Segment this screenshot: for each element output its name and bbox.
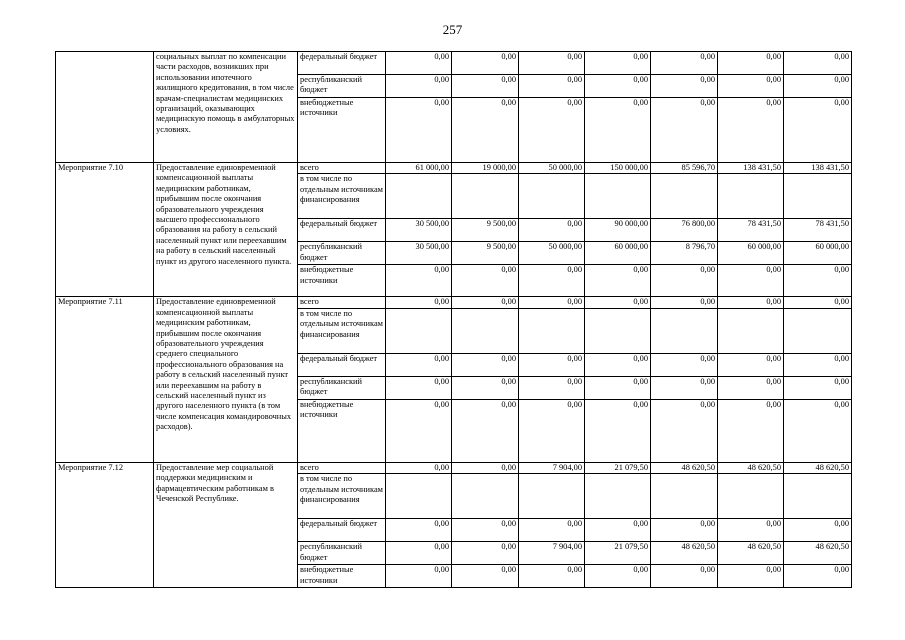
table-row bbox=[56, 163, 852, 174]
amount-cell: 0,00 bbox=[585, 75, 651, 98]
amount-cell: 0,00 bbox=[718, 75, 784, 98]
amount-cell bbox=[452, 174, 519, 219]
amount-cell bbox=[784, 308, 852, 353]
amount-cell: 0,00 bbox=[585, 399, 651, 462]
amount-cell: 0,00 bbox=[519, 219, 585, 242]
funding-source-cell: республиканский бюджет bbox=[298, 542, 386, 565]
amount-cell: 0,00 bbox=[519, 399, 585, 462]
amount-cell: 0,00 bbox=[452, 399, 519, 462]
amount-cell: 0,00 bbox=[718, 519, 784, 542]
funding-source-cell: республиканский бюджет bbox=[298, 376, 386, 399]
amount-cell: 0,00 bbox=[386, 353, 452, 376]
amount-cell bbox=[585, 174, 651, 219]
amount-cell: 60 000,00 bbox=[585, 242, 651, 265]
amount-cell: 0,00 bbox=[452, 297, 519, 308]
amount-cell: 8 796,70 bbox=[651, 242, 718, 265]
amount-cell: 60 000,00 bbox=[718, 242, 784, 265]
amount-cell: 0,00 bbox=[386, 297, 452, 308]
amount-cell: 0,00 bbox=[519, 75, 585, 98]
funding-source-cell: внебюджетные источники bbox=[298, 98, 386, 163]
amount-cell: 48 620,50 bbox=[718, 542, 784, 565]
amount-cell: 48 620,50 bbox=[718, 462, 784, 473]
amount-cell bbox=[718, 174, 784, 219]
amount-cell bbox=[718, 308, 784, 353]
amount-cell: 9 500,00 bbox=[452, 219, 519, 242]
amount-cell: 0,00 bbox=[452, 265, 519, 297]
event-description-cell: Предоставление единовременной компенсационной выплаты медицинским работникам, прибывшим после окончания образовательного учреждения среднего специального профессионального образования на работу в сельский населенный пункт или переехавшим на работу в сельский населенный пункт из другого населенного пункта (в том числе компенсация командировочных расходов). bbox=[154, 297, 298, 462]
table-row bbox=[56, 297, 852, 308]
amount-cell: 0,00 bbox=[585, 353, 651, 376]
amount-cell bbox=[519, 308, 585, 353]
amount-cell bbox=[784, 174, 852, 219]
amount-cell: 0,00 bbox=[585, 297, 651, 308]
amount-cell: 0,00 bbox=[651, 376, 718, 399]
amount-cell: 0,00 bbox=[519, 519, 585, 542]
amount-cell: 0,00 bbox=[386, 542, 452, 565]
amount-cell: 0,00 bbox=[718, 376, 784, 399]
amount-cell: 78 431,50 bbox=[784, 219, 852, 242]
amount-cell: 0,00 bbox=[386, 265, 452, 297]
amount-cell: 19 000,00 bbox=[452, 163, 519, 174]
funding-source-cell: федеральный бюджет bbox=[298, 353, 386, 376]
amount-cell: 0,00 bbox=[519, 265, 585, 297]
amount-cell: 85 596,70 bbox=[651, 163, 718, 174]
funding-source-cell: в том числе по отдельным источникам финансирования bbox=[298, 474, 386, 519]
amount-cell: 138 431,50 bbox=[718, 163, 784, 174]
event-name-cell: Мероприятие 7.11 bbox=[56, 297, 154, 462]
amount-cell bbox=[784, 474, 852, 519]
amount-cell: 0,00 bbox=[452, 52, 519, 75]
amount-cell: 0,00 bbox=[386, 519, 452, 542]
amount-cell: 0,00 bbox=[452, 353, 519, 376]
amount-cell bbox=[651, 308, 718, 353]
amount-cell: 0,00 bbox=[784, 565, 852, 588]
amount-cell bbox=[651, 474, 718, 519]
amount-cell: 7 904,00 bbox=[519, 542, 585, 565]
amount-cell: 0,00 bbox=[585, 98, 651, 163]
amount-cell: 50 000,00 bbox=[519, 163, 585, 174]
amount-cell: 0,00 bbox=[452, 565, 519, 588]
amount-cell: 0,00 bbox=[452, 462, 519, 473]
amount-cell: 0,00 bbox=[651, 297, 718, 308]
amount-cell: 0,00 bbox=[585, 52, 651, 75]
amount-cell: 0,00 bbox=[386, 98, 452, 163]
table-row bbox=[56, 52, 852, 75]
amount-cell bbox=[386, 174, 452, 219]
amount-cell bbox=[452, 474, 519, 519]
amount-cell: 21 079,50 bbox=[585, 542, 651, 565]
amount-cell: 0,00 bbox=[452, 542, 519, 565]
amount-cell: 0,00 bbox=[452, 98, 519, 163]
amount-cell: 0,00 bbox=[784, 399, 852, 462]
page-number: 257 bbox=[442, 22, 463, 37]
amount-cell: 0,00 bbox=[651, 519, 718, 542]
amount-cell: 0,00 bbox=[386, 52, 452, 75]
amount-cell: 0,00 bbox=[651, 52, 718, 75]
amount-cell: 0,00 bbox=[651, 265, 718, 297]
amount-cell: 0,00 bbox=[651, 98, 718, 163]
funding-source-cell: федеральный бюджет bbox=[298, 52, 386, 75]
table-body bbox=[56, 52, 852, 588]
amount-cell: 0,00 bbox=[519, 353, 585, 376]
amount-cell: 7 904,00 bbox=[519, 462, 585, 473]
amount-cell: 61 000,00 bbox=[386, 163, 452, 174]
amount-cell bbox=[386, 308, 452, 353]
amount-cell: 0,00 bbox=[651, 399, 718, 462]
event-description-cell: Предоставление мер социальной поддержки медицинским и фармацевтическим работникам в Чеченской Республике. bbox=[154, 462, 298, 587]
amount-cell: 0,00 bbox=[718, 52, 784, 75]
event-description-cell: Предоставление единовременной компенсационной выплаты медицинским работникам, прибывшим после окончания образовательного учреждения высшего профессионального образования на работу в сельский населенный пункт или переехавшим на работу в сельский населенный пункт из другого населенного пункта. bbox=[154, 163, 298, 297]
amount-cell: 0,00 bbox=[519, 52, 585, 75]
amount-cell: 0,00 bbox=[585, 519, 651, 542]
funding-source-cell: внебюджетные источники bbox=[298, 565, 386, 588]
funding-source-cell: республиканский бюджет bbox=[298, 75, 386, 98]
funding-source-cell: внебюджетные источники bbox=[298, 265, 386, 297]
amount-cell: 0,00 bbox=[386, 376, 452, 399]
amount-cell: 0,00 bbox=[718, 399, 784, 462]
budget-table bbox=[55, 51, 852, 588]
amount-cell: 0,00 bbox=[784, 265, 852, 297]
amount-cell: 90 000,00 bbox=[585, 219, 651, 242]
amount-cell: 0,00 bbox=[718, 297, 784, 308]
table-row bbox=[56, 462, 852, 473]
amount-cell bbox=[651, 174, 718, 219]
amount-cell: 138 431,50 bbox=[784, 163, 852, 174]
amount-cell: 0,00 bbox=[386, 462, 452, 473]
funding-source-cell: всего bbox=[298, 297, 386, 308]
amount-cell: 150 000,00 bbox=[585, 163, 651, 174]
amount-cell: 0,00 bbox=[784, 297, 852, 308]
funding-source-cell: всего bbox=[298, 163, 386, 174]
funding-source-cell: федеральный бюджет bbox=[298, 519, 386, 542]
amount-cell: 0,00 bbox=[519, 565, 585, 588]
amount-cell: 0,00 bbox=[784, 376, 852, 399]
amount-cell: 0,00 bbox=[651, 353, 718, 376]
amount-cell: 0,00 bbox=[784, 52, 852, 75]
amount-cell bbox=[585, 474, 651, 519]
amount-cell: 0,00 bbox=[651, 75, 718, 98]
amount-cell: 50 000,00 bbox=[519, 242, 585, 265]
amount-cell: 48 620,50 bbox=[651, 542, 718, 565]
funding-source-cell: федеральный бюджет bbox=[298, 219, 386, 242]
amount-cell: 0,00 bbox=[784, 75, 852, 98]
funding-source-cell: внебюджетные источники bbox=[298, 399, 386, 462]
event-description-cell: социальных выплат по компенсации части расходов, возникших при использовании ипотечного жилищного кредитования, в том числе врачам-специалистам медицинских организаций, оказывающих медицинскую помощь в амбулаторных условиях. bbox=[154, 52, 298, 163]
amount-cell bbox=[519, 474, 585, 519]
amount-cell: 0,00 bbox=[452, 75, 519, 98]
amount-cell: 0,00 bbox=[784, 353, 852, 376]
amount-cell: 76 800,00 bbox=[651, 219, 718, 242]
amount-cell: 30 500,00 bbox=[386, 242, 452, 265]
amount-cell: 0,00 bbox=[784, 98, 852, 163]
amount-cell: 0,00 bbox=[718, 353, 784, 376]
amount-cell: 0,00 bbox=[452, 376, 519, 399]
amount-cell bbox=[519, 174, 585, 219]
amount-cell: 0,00 bbox=[585, 565, 651, 588]
amount-cell: 0,00 bbox=[718, 565, 784, 588]
amount-cell: 60 000,00 bbox=[784, 242, 852, 265]
funding-source-cell: в том числе по отдельным источникам финансирования bbox=[298, 308, 386, 353]
amount-cell: 30 500,00 bbox=[386, 219, 452, 242]
event-name-cell bbox=[56, 52, 154, 163]
amount-cell: 48 620,50 bbox=[784, 462, 852, 473]
amount-cell: 0,00 bbox=[585, 376, 651, 399]
event-name-cell: Мероприятие 7.10 bbox=[56, 163, 154, 297]
amount-cell: 0,00 bbox=[718, 98, 784, 163]
amount-cell bbox=[585, 308, 651, 353]
amount-cell: 0,00 bbox=[784, 519, 852, 542]
amount-cell: 9 500,00 bbox=[452, 242, 519, 265]
amount-cell: 0,00 bbox=[519, 98, 585, 163]
amount-cell: 0,00 bbox=[452, 519, 519, 542]
amount-cell: 0,00 bbox=[585, 265, 651, 297]
funding-source-cell: в том числе по отдельным источникам финансирования bbox=[298, 174, 386, 219]
funding-source-cell: республиканский бюджет bbox=[298, 242, 386, 265]
amount-cell: 0,00 bbox=[651, 565, 718, 588]
amount-cell: 0,00 bbox=[386, 399, 452, 462]
amount-cell: 0,00 bbox=[519, 297, 585, 308]
amount-cell bbox=[452, 308, 519, 353]
amount-cell: 48 620,50 bbox=[651, 462, 718, 473]
amount-cell bbox=[386, 474, 452, 519]
amount-cell: 78 431,50 bbox=[718, 219, 784, 242]
amount-cell: 0,00 bbox=[718, 265, 784, 297]
amount-cell: 0,00 bbox=[386, 565, 452, 588]
amount-cell bbox=[718, 474, 784, 519]
amount-cell: 0,00 bbox=[386, 75, 452, 98]
amount-cell: 21 079,50 bbox=[585, 462, 651, 473]
event-name-cell: Мероприятие 7.12 bbox=[56, 462, 154, 587]
amount-cell: 0,00 bbox=[519, 376, 585, 399]
funding-source-cell: всего bbox=[298, 462, 386, 473]
amount-cell: 48 620,50 bbox=[784, 542, 852, 565]
